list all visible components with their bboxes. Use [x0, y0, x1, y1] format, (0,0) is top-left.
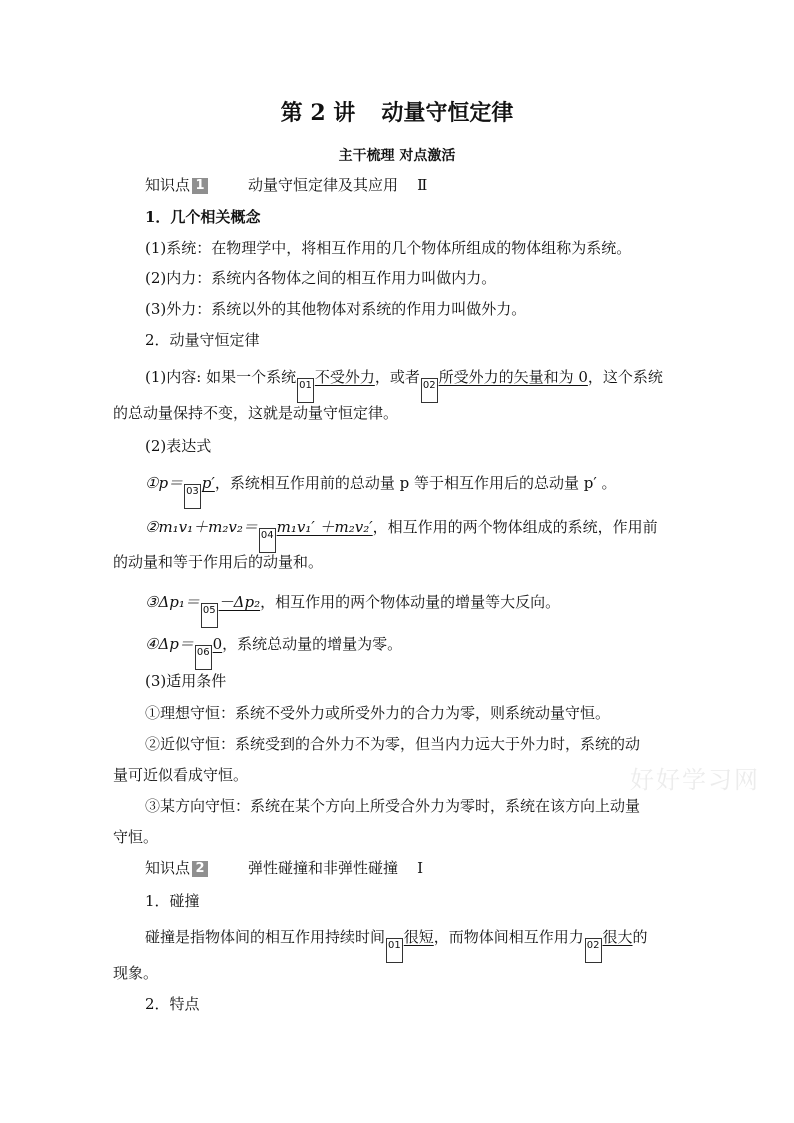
- blank-number-box: 06: [195, 645, 212, 670]
- answer-text: －Δp₂: [218, 593, 261, 611]
- kp-number-badge: 1: [192, 178, 208, 194]
- expression-heading: (2)表达式: [145, 437, 212, 455]
- law-content-line: (1)内容: 如果一个系统 01 不受外力，或者 02 所受外力的矢量和为 0，这个系统: [145, 367, 663, 403]
- answer-text: m₁v₁′ ＋m₂v₂′: [276, 518, 373, 536]
- blank-number-box: 02: [585, 938, 602, 963]
- condition-approx: ②近似守恒：系统受到的合外力不为零，但当内力远大于外力时，系统的动: [145, 735, 641, 753]
- blank-number-box: 01: [386, 938, 403, 963]
- lecture-number: 第 2 讲: [280, 100, 356, 126]
- blank-number-box: 02: [421, 378, 438, 403]
- kp-level: Ⅱ: [417, 176, 428, 194]
- features-heading: 2．特点: [145, 995, 200, 1013]
- knowledge-point-2-heading: [145, 858, 423, 878]
- blank-number-box: 01: [297, 378, 314, 403]
- condition-direction-continued: 守恒。: [113, 828, 159, 846]
- blank-number-box: 05: [201, 603, 218, 628]
- kp-number-badge: 2: [192, 861, 208, 877]
- kp-title: 弹性碰撞和非弹性碰撞: [248, 859, 399, 877]
- law-content-continued: 的总动量保持不变，这就是动量守恒定律。: [113, 404, 399, 422]
- collision-definition: 碰撞是指物体间的相互作用持续时间 01 很短，而物体间相互作用力 02 很大的: [145, 927, 648, 963]
- knowledge-point-1-heading: [145, 175, 427, 195]
- condition-approx-continued: 量可近似看成守恒。: [113, 766, 249, 784]
- concept-internal-force: (2)内力：系统内各物体之间的相互作用力叫做内力。: [145, 269, 497, 287]
- answer-text: 0: [212, 635, 223, 653]
- answer-text: 很短: [403, 928, 434, 946]
- watermark: 好好学习网: [630, 766, 760, 794]
- section-subtitle: 主干梳理 对点激活: [338, 148, 456, 164]
- concept-system: (1)系统：在物理学中，将相互作用的几个物体所组成的物体组称为系统。: [145, 239, 632, 257]
- kp-label: 知识点: [145, 859, 191, 877]
- concept-external-force: (3)外力：系统以外的其他物体对系统的作用力叫做外力。: [145, 300, 527, 318]
- answer-text: 很大: [602, 928, 633, 946]
- equation-2-continued: 的动量和等于作用后的动量和。: [113, 553, 324, 571]
- blank-number-box: 03: [184, 484, 201, 509]
- condition-direction: ③某方向守恒：系统在某个方向上所受合外力为零时，系统在该方向上动量: [145, 797, 641, 815]
- answer-text: 不受外力: [314, 368, 375, 386]
- collision-heading: 1．碰撞: [145, 892, 200, 910]
- conditions-heading: (3)适用条件: [145, 672, 227, 690]
- concepts-heading: 1．几个相关概念: [145, 208, 261, 226]
- kp-title: 动量守恒定律及其应用: [248, 176, 399, 194]
- equation-2: ②m₁v₁＋m₂v₂＝ 04 m₁v₁′ ＋m₂v₂′，相互作用的两个物体组成的系统，作用前: [145, 517, 658, 553]
- blank-number-box: 04: [259, 528, 276, 553]
- condition-ideal: ①理想守恒：系统不受外力或所受外力的合力为零，则系统动量守恒。: [145, 704, 611, 722]
- collision-definition-continued: 现象。: [113, 964, 159, 982]
- answer-text: 所受外力的矢量和为 0: [438, 368, 588, 386]
- equation-1: ①p＝ 03 p′，系统相互作用前的总动量 p 等于相互作用后的总动量 p′ 。: [145, 473, 617, 509]
- equation-3: ③Δp₁＝ 05 －Δp₂，相互作用的两个物体动量的增量等大反向。: [145, 592, 560, 628]
- equation-4: ④Δp＝ 06 0，系统总动量的增量为零。: [145, 634, 402, 670]
- kp-label: 知识点: [145, 176, 191, 194]
- kp-level: Ⅰ: [417, 859, 424, 877]
- page-title: [0, 100, 794, 126]
- answer-text: p′: [201, 474, 215, 492]
- conservation-law-heading: 2．动量守恒定律: [145, 331, 260, 349]
- lecture-topic: 动量守恒定律: [381, 100, 514, 126]
